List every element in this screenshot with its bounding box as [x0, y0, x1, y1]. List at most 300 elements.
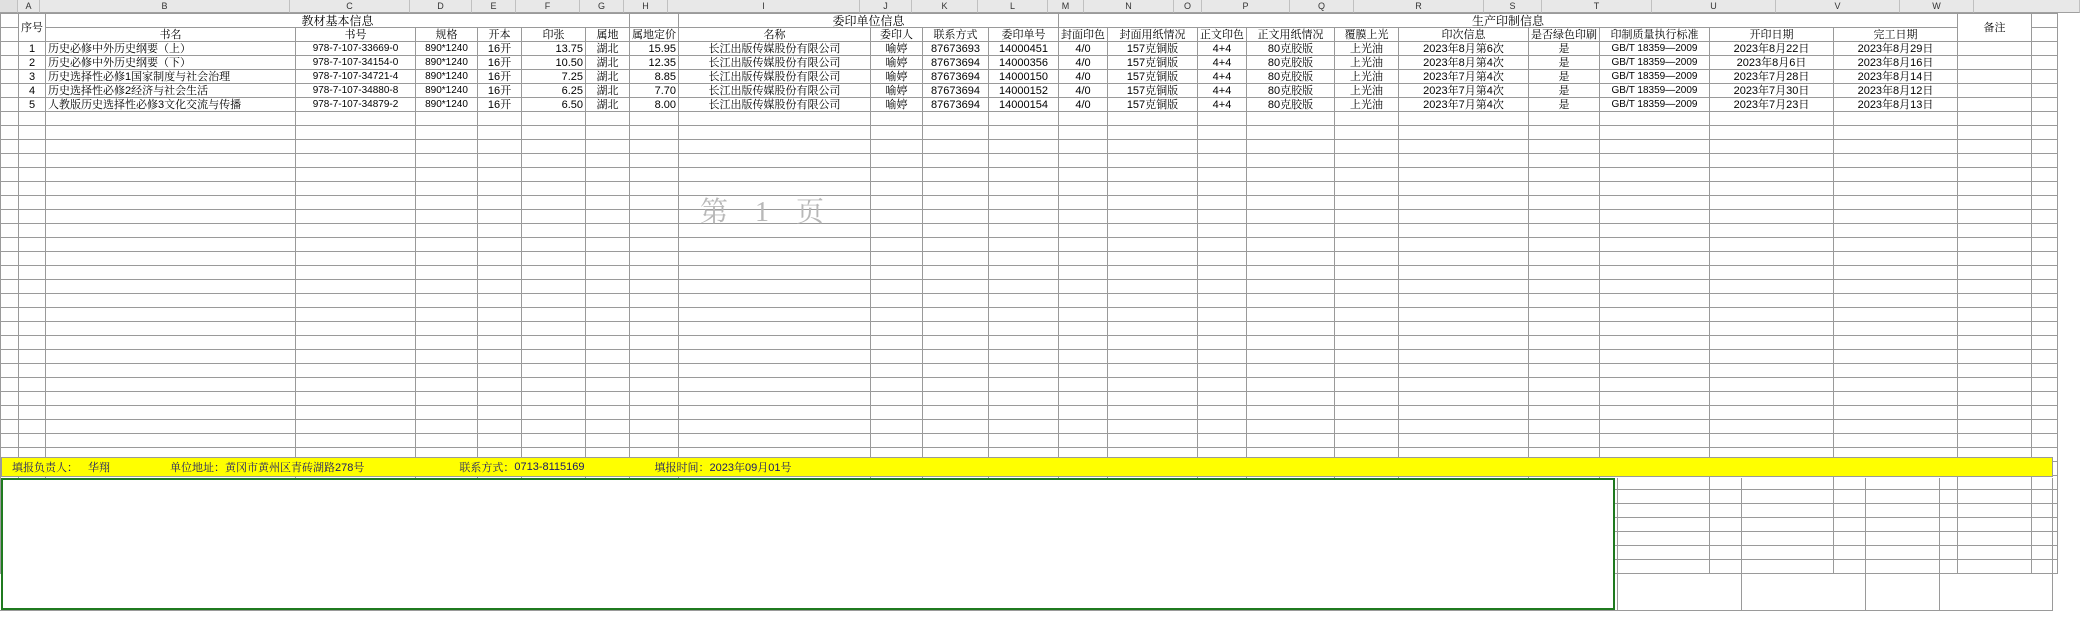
- table-row-empty[interactable]: [1, 126, 2058, 140]
- empty-cell[interactable]: [923, 154, 989, 168]
- empty-cell[interactable]: [1198, 420, 1247, 434]
- table-row[interactable]: [1, 98, 2058, 112]
- cell-order-no[interactable]: 14000152: [989, 84, 1059, 98]
- empty-cell[interactable]: [989, 252, 1059, 266]
- empty-cell[interactable]: [19, 280, 46, 294]
- empty-cell[interactable]: [1529, 238, 1600, 252]
- table-row-empty[interactable]: [1, 168, 2058, 182]
- cell-isbn[interactable]: 978-7-107-34154-0: [296, 56, 416, 70]
- empty-cell[interactable]: [1247, 308, 1335, 322]
- empty-cell[interactable]: [679, 154, 871, 168]
- empty-cell[interactable]: [679, 238, 871, 252]
- empty-cell[interactable]: [1529, 210, 1600, 224]
- empty-cell[interactable]: [1529, 434, 1600, 448]
- empty-cell[interactable]: [1834, 238, 1958, 252]
- empty-cell[interactable]: [679, 140, 871, 154]
- empty-cell[interactable]: [296, 168, 416, 182]
- empty-cell[interactable]: [679, 350, 871, 364]
- cell-sheets[interactable]: 6.50: [522, 98, 586, 112]
- empty-cell[interactable]: [1399, 322, 1529, 336]
- empty-cell[interactable]: [19, 378, 46, 392]
- empty-cell[interactable]: [522, 140, 586, 154]
- table-row-empty[interactable]: [1, 308, 2058, 322]
- empty-cell[interactable]: [1335, 364, 1399, 378]
- empty-cell[interactable]: [478, 280, 522, 294]
- empty-cell[interactable]: [586, 350, 630, 364]
- empty-cell[interactable]: [1108, 266, 1198, 280]
- cell-company[interactable]: 长江出版传媒股份有限公司: [679, 70, 871, 84]
- empty-cell[interactable]: [1958, 336, 2032, 350]
- empty-cell[interactable]: [1710, 322, 1834, 336]
- empty-cell[interactable]: [1108, 182, 1198, 196]
- empty-cell[interactable]: [1710, 294, 1834, 308]
- cell-end-date[interactable]: 2023年8月16日: [1834, 56, 1958, 70]
- empty-cell[interactable]: [1529, 168, 1600, 182]
- empty-cell[interactable]: [46, 126, 296, 140]
- cell-isbn[interactable]: 978-7-107-34879-2: [296, 98, 416, 112]
- empty-cell[interactable]: [1710, 280, 1834, 294]
- empty-cell[interactable]: [630, 168, 679, 182]
- empty-cell[interactable]: [1335, 308, 1399, 322]
- empty-cell[interactable]: [679, 252, 871, 266]
- empty-cell[interactable]: [1958, 434, 2032, 448]
- empty-cell[interactable]: [1108, 392, 1198, 406]
- empty-cell[interactable]: [1059, 112, 1108, 126]
- empty-cell[interactable]: [923, 434, 989, 448]
- empty-cell[interactable]: [989, 294, 1059, 308]
- empty-cell[interactable]: [871, 322, 923, 336]
- empty-cell[interactable]: [1958, 252, 2032, 266]
- empty-cell[interactable]: [679, 392, 871, 406]
- cell-remark[interactable]: [1958, 84, 2032, 98]
- note-block-selected-cell[interactable]: [1, 478, 1615, 610]
- cell-company[interactable]: 长江出版传媒股份有限公司: [679, 42, 871, 56]
- empty-cell[interactable]: [1108, 308, 1198, 322]
- empty-cell[interactable]: [1335, 196, 1399, 210]
- empty-cell[interactable]: [1198, 238, 1247, 252]
- empty-cell[interactable]: [46, 406, 296, 420]
- empty-cell[interactable]: [1059, 154, 1108, 168]
- empty-cell[interactable]: [871, 126, 923, 140]
- empty-cell[interactable]: [1335, 266, 1399, 280]
- table-row-empty[interactable]: [1, 252, 2058, 266]
- empty-cell[interactable]: [1710, 224, 1834, 238]
- cell-text-paper[interactable]: 80克胶版: [1247, 98, 1335, 112]
- empty-cell[interactable]: [46, 378, 296, 392]
- empty-cell[interactable]: [296, 126, 416, 140]
- empty-cell[interactable]: [1059, 126, 1108, 140]
- empty-cell[interactable]: [1529, 224, 1600, 238]
- cell-phone[interactable]: 87673694: [923, 56, 989, 70]
- empty-cell[interactable]: [478, 252, 522, 266]
- empty-cell[interactable]: [1834, 434, 1958, 448]
- column-header-L[interactable]: L: [978, 0, 1048, 13]
- empty-cell[interactable]: [1399, 378, 1529, 392]
- empty-cell[interactable]: [19, 406, 46, 420]
- cell-sheets[interactable]: 10.50: [522, 56, 586, 70]
- cell-cover-color[interactable]: 4/0: [1059, 56, 1108, 70]
- empty-cell[interactable]: [679, 364, 871, 378]
- empty-cell[interactable]: [871, 378, 923, 392]
- empty-cell[interactable]: [1198, 280, 1247, 294]
- empty-cell[interactable]: [1958, 168, 2032, 182]
- cell-price[interactable]: 7.70: [630, 84, 679, 98]
- empty-cell[interactable]: [871, 140, 923, 154]
- empty-cell[interactable]: [1399, 252, 1529, 266]
- cell-cover-color[interactable]: 4/0: [1059, 84, 1108, 98]
- empty-cell[interactable]: [416, 238, 478, 252]
- empty-cell[interactable]: [416, 378, 478, 392]
- empty-cell[interactable]: [1108, 252, 1198, 266]
- cell-title[interactable]: 历史选择性必修1国家制度与社会治理: [46, 70, 296, 84]
- empty-cell[interactable]: [871, 308, 923, 322]
- cell-text-color[interactable]: 4+4: [1198, 70, 1247, 84]
- column-header-C[interactable]: C: [290, 0, 410, 13]
- cell-text-color[interactable]: 4+4: [1198, 56, 1247, 70]
- cell-end-date[interactable]: 2023年8月12日: [1834, 84, 1958, 98]
- empty-cell[interactable]: [1108, 126, 1198, 140]
- empty-cell[interactable]: [19, 182, 46, 196]
- empty-cell[interactable]: [416, 322, 478, 336]
- empty-cell[interactable]: [416, 336, 478, 350]
- empty-cell[interactable]: [871, 182, 923, 196]
- empty-cell[interactable]: [46, 252, 296, 266]
- empty-cell[interactable]: [989, 154, 1059, 168]
- cell-text-paper[interactable]: 80克胶版: [1247, 70, 1335, 84]
- empty-cell[interactable]: [46, 308, 296, 322]
- empty-cell[interactable]: [1108, 210, 1198, 224]
- empty-cell[interactable]: [1529, 322, 1600, 336]
- empty-cell[interactable]: [586, 406, 630, 420]
- empty-cell[interactable]: [478, 154, 522, 168]
- empty-cell[interactable]: [522, 406, 586, 420]
- empty-cell[interactable]: [923, 252, 989, 266]
- empty-cell[interactable]: [46, 336, 296, 350]
- empty-cell[interactable]: [871, 112, 923, 126]
- empty-cell[interactable]: [46, 238, 296, 252]
- empty-cell[interactable]: [923, 350, 989, 364]
- empty-cell[interactable]: [1529, 182, 1600, 196]
- empty-cell[interactable]: [1710, 126, 1834, 140]
- empty-cell[interactable]: [522, 364, 586, 378]
- empty-cell[interactable]: [522, 112, 586, 126]
- empty-cell[interactable]: [1335, 392, 1399, 406]
- cell-price[interactable]: 8.85: [630, 70, 679, 84]
- empty-cell[interactable]: [1108, 154, 1198, 168]
- empty-cell[interactable]: [1958, 294, 2032, 308]
- empty-cell[interactable]: [586, 126, 630, 140]
- empty-cell[interactable]: [923, 126, 989, 140]
- empty-cell[interactable]: [46, 420, 296, 434]
- table-row-empty[interactable]: [1, 182, 2058, 196]
- empty-cell[interactable]: [1108, 322, 1198, 336]
- empty-cell[interactable]: [871, 420, 923, 434]
- empty-cell[interactable]: [478, 126, 522, 140]
- empty-cell[interactable]: [871, 238, 923, 252]
- empty-cell[interactable]: [1958, 280, 2032, 294]
- empty-cell[interactable]: [679, 378, 871, 392]
- empty-cell[interactable]: [1600, 406, 1710, 420]
- empty-cell[interactable]: [19, 112, 46, 126]
- empty-cell[interactable]: [46, 266, 296, 280]
- table-row-empty[interactable]: [1, 112, 2058, 126]
- cell-remark[interactable]: [1958, 56, 2032, 70]
- empty-cell[interactable]: [923, 378, 989, 392]
- empty-cell[interactable]: [630, 308, 679, 322]
- empty-cell[interactable]: [1335, 336, 1399, 350]
- empty-cell[interactable]: [1399, 112, 1529, 126]
- empty-cell[interactable]: [46, 280, 296, 294]
- empty-cell[interactable]: [1198, 210, 1247, 224]
- empty-cell[interactable]: [586, 434, 630, 448]
- empty-cell[interactable]: [416, 280, 478, 294]
- empty-cell[interactable]: [1529, 350, 1600, 364]
- empty-cell[interactable]: [1710, 406, 1834, 420]
- empty-cell[interactable]: [586, 196, 630, 210]
- empty-cell[interactable]: [522, 322, 586, 336]
- cell-spec[interactable]: 890*1240: [416, 42, 478, 56]
- empty-cell[interactable]: [989, 140, 1059, 154]
- empty-cell[interactable]: [586, 168, 630, 182]
- empty-cell[interactable]: [1600, 420, 1710, 434]
- empty-cell[interactable]: [1600, 140, 1710, 154]
- column-header-K[interactable]: K: [912, 0, 978, 13]
- empty-cell[interactable]: [1399, 266, 1529, 280]
- cell-region[interactable]: 湖北: [586, 56, 630, 70]
- empty-cell[interactable]: [630, 280, 679, 294]
- table-row-empty[interactable]: [1, 210, 2058, 224]
- empty-cell[interactable]: [1834, 378, 1958, 392]
- cell-standard[interactable]: GB/T 18359—2009: [1600, 84, 1710, 98]
- empty-cell[interactable]: [1335, 294, 1399, 308]
- empty-cell[interactable]: [1399, 420, 1529, 434]
- cell-title[interactable]: 历史选择性必修2经济与社会生活: [46, 84, 296, 98]
- column-header-V[interactable]: V: [1776, 0, 1900, 13]
- empty-cell[interactable]: [871, 392, 923, 406]
- empty-cell[interactable]: [1059, 238, 1108, 252]
- empty-cell[interactable]: [871, 434, 923, 448]
- empty-cell[interactable]: [1108, 406, 1198, 420]
- cell-standard[interactable]: GB/T 18359—2009: [1600, 98, 1710, 112]
- empty-cell[interactable]: [923, 280, 989, 294]
- empty-cell[interactable]: [923, 210, 989, 224]
- cell-seq[interactable]: 5: [19, 98, 46, 112]
- cell-cover-paper[interactable]: 157克铜版: [1108, 84, 1198, 98]
- empty-cell[interactable]: [1335, 322, 1399, 336]
- empty-cell[interactable]: [1335, 140, 1399, 154]
- empty-cell[interactable]: [1247, 364, 1335, 378]
- empty-cell[interactable]: [416, 154, 478, 168]
- empty-cell[interactable]: [1059, 364, 1108, 378]
- empty-cell[interactable]: [46, 112, 296, 126]
- cell-cover-paper[interactable]: 157克铜版: [1108, 70, 1198, 84]
- empty-cell[interactable]: [1335, 350, 1399, 364]
- empty-cell[interactable]: [1108, 196, 1198, 210]
- empty-cell[interactable]: [296, 434, 416, 448]
- empty-cell[interactable]: [630, 406, 679, 420]
- empty-cell[interactable]: [871, 252, 923, 266]
- empty-cell[interactable]: [478, 182, 522, 196]
- empty-cell[interactable]: [1600, 252, 1710, 266]
- empty-cell[interactable]: [1198, 168, 1247, 182]
- empty-cell[interactable]: [1529, 308, 1600, 322]
- empty-cell[interactable]: [19, 126, 46, 140]
- empty-cell[interactable]: [1247, 182, 1335, 196]
- cell-green[interactable]: 是: [1529, 42, 1600, 56]
- empty-cell[interactable]: [478, 210, 522, 224]
- cell-region[interactable]: 湖北: [586, 70, 630, 84]
- column-header-O[interactable]: O: [1174, 0, 1202, 13]
- empty-cell[interactable]: [679, 266, 871, 280]
- empty-cell[interactable]: [1834, 140, 1958, 154]
- empty-cell[interactable]: [1247, 350, 1335, 364]
- cell-start-date[interactable]: 2023年7月28日: [1710, 70, 1834, 84]
- empty-cell[interactable]: [1529, 112, 1600, 126]
- table-row[interactable]: [1, 70, 2058, 84]
- empty-cell[interactable]: [1710, 434, 1834, 448]
- empty-cell[interactable]: [1247, 224, 1335, 238]
- empty-cell[interactable]: [1958, 154, 2032, 168]
- cell-order-no[interactable]: 14000154: [989, 98, 1059, 112]
- empty-cell[interactable]: [1399, 280, 1529, 294]
- empty-cell[interactable]: [416, 112, 478, 126]
- empty-cell[interactable]: [1399, 434, 1529, 448]
- empty-cell[interactable]: [46, 168, 296, 182]
- empty-cell[interactable]: [1399, 210, 1529, 224]
- empty-cell[interactable]: [522, 308, 586, 322]
- empty-cell[interactable]: [630, 154, 679, 168]
- empty-cell[interactable]: [478, 168, 522, 182]
- empty-cell[interactable]: [923, 364, 989, 378]
- empty-cell[interactable]: [478, 294, 522, 308]
- table-row-empty[interactable]: [1, 420, 2058, 434]
- empty-cell[interactable]: [1198, 182, 1247, 196]
- table-row[interactable]: [1, 84, 2058, 98]
- cell-cover-color[interactable]: 4/0: [1059, 98, 1108, 112]
- empty-cell[interactable]: [923, 168, 989, 182]
- empty-cell[interactable]: [1529, 280, 1600, 294]
- empty-cell[interactable]: [923, 112, 989, 126]
- empty-cell[interactable]: [923, 406, 989, 420]
- empty-cell[interactable]: [1108, 168, 1198, 182]
- cell-sheets[interactable]: 13.75: [522, 42, 586, 56]
- empty-cell[interactable]: [1198, 252, 1247, 266]
- empty-cell[interactable]: [1247, 378, 1335, 392]
- empty-cell[interactable]: [679, 406, 871, 420]
- cell-lamination[interactable]: 上光油: [1335, 98, 1399, 112]
- empty-cell[interactable]: [416, 308, 478, 322]
- empty-cell[interactable]: [1600, 364, 1710, 378]
- empty-cell[interactable]: [1834, 154, 1958, 168]
- cell-spec[interactable]: 890*1240: [416, 70, 478, 84]
- cell-agent[interactable]: 喻婷: [871, 84, 923, 98]
- empty-cell[interactable]: [586, 322, 630, 336]
- empty-cell[interactable]: [1198, 336, 1247, 350]
- cell-seq[interactable]: 2: [19, 56, 46, 70]
- empty-cell[interactable]: [1600, 168, 1710, 182]
- empty-cell[interactable]: [1958, 406, 2032, 420]
- column-header-row[interactable]: [0, 0, 2080, 13]
- empty-cell[interactable]: [1529, 392, 1600, 406]
- column-header-T[interactable]: T: [1542, 0, 1652, 13]
- empty-cell[interactable]: [46, 294, 296, 308]
- empty-cell[interactable]: [296, 420, 416, 434]
- empty-cell[interactable]: [871, 168, 923, 182]
- empty-cell[interactable]: [989, 406, 1059, 420]
- empty-cell[interactable]: [630, 252, 679, 266]
- empty-cell[interactable]: [1198, 126, 1247, 140]
- empty-cell[interactable]: [1108, 434, 1198, 448]
- cell-agent[interactable]: 喻婷: [871, 98, 923, 112]
- cell-phone[interactable]: 87673694: [923, 84, 989, 98]
- empty-cell[interactable]: [679, 322, 871, 336]
- empty-cell[interactable]: [586, 294, 630, 308]
- cell-lamination[interactable]: 上光油: [1335, 84, 1399, 98]
- empty-cell[interactable]: [679, 308, 871, 322]
- empty-cell[interactable]: [1247, 280, 1335, 294]
- empty-cell[interactable]: [478, 350, 522, 364]
- empty-cell[interactable]: [1529, 154, 1600, 168]
- empty-cell[interactable]: [1710, 308, 1834, 322]
- empty-cell[interactable]: [1529, 336, 1600, 350]
- empty-cell[interactable]: [1600, 210, 1710, 224]
- empty-cell[interactable]: [630, 378, 679, 392]
- cell-region[interactable]: 湖北: [586, 98, 630, 112]
- cell-cover-color[interactable]: 4/0: [1059, 42, 1108, 56]
- empty-cell[interactable]: [1958, 266, 2032, 280]
- empty-cell[interactable]: [1198, 378, 1247, 392]
- empty-cell[interactable]: [1399, 392, 1529, 406]
- empty-cell[interactable]: [478, 196, 522, 210]
- empty-cell[interactable]: [522, 126, 586, 140]
- column-header-U[interactable]: U: [1652, 0, 1776, 13]
- empty-cell[interactable]: [1399, 182, 1529, 196]
- empty-cell[interactable]: [1529, 364, 1600, 378]
- empty-cell[interactable]: [1710, 378, 1834, 392]
- empty-cell[interactable]: [1059, 224, 1108, 238]
- empty-cell[interactable]: [989, 112, 1059, 126]
- empty-cell[interactable]: [478, 364, 522, 378]
- empty-cell[interactable]: [1399, 364, 1529, 378]
- empty-cell[interactable]: [1710, 392, 1834, 406]
- empty-cell[interactable]: [1108, 420, 1198, 434]
- cell-end-date[interactable]: 2023年8月14日: [1834, 70, 1958, 84]
- empty-cell[interactable]: [1834, 322, 1958, 336]
- empty-cell[interactable]: [522, 154, 586, 168]
- empty-cell[interactable]: [522, 210, 586, 224]
- cell-agent[interactable]: 喻婷: [871, 42, 923, 56]
- empty-cell[interactable]: [296, 224, 416, 238]
- empty-cell[interactable]: [416, 126, 478, 140]
- empty-cell[interactable]: [1834, 224, 1958, 238]
- table-row-empty[interactable]: [1, 294, 2058, 308]
- empty-cell[interactable]: [1108, 378, 1198, 392]
- table-row-empty[interactable]: [1, 154, 2058, 168]
- empty-cell[interactable]: [1834, 420, 1958, 434]
- empty-cell[interactable]: [1247, 252, 1335, 266]
- empty-cell[interactable]: [989, 266, 1059, 280]
- empty-cell[interactable]: [630, 126, 679, 140]
- empty-cell[interactable]: [1958, 308, 2032, 322]
- empty-cell[interactable]: [478, 140, 522, 154]
- empty-cell[interactable]: [679, 420, 871, 434]
- empty-cell[interactable]: [1529, 140, 1600, 154]
- empty-cell[interactable]: [586, 280, 630, 294]
- empty-cell[interactable]: [1335, 182, 1399, 196]
- table-row-empty[interactable]: [1, 392, 2058, 406]
- empty-cell[interactable]: [296, 350, 416, 364]
- empty-cell[interactable]: [522, 224, 586, 238]
